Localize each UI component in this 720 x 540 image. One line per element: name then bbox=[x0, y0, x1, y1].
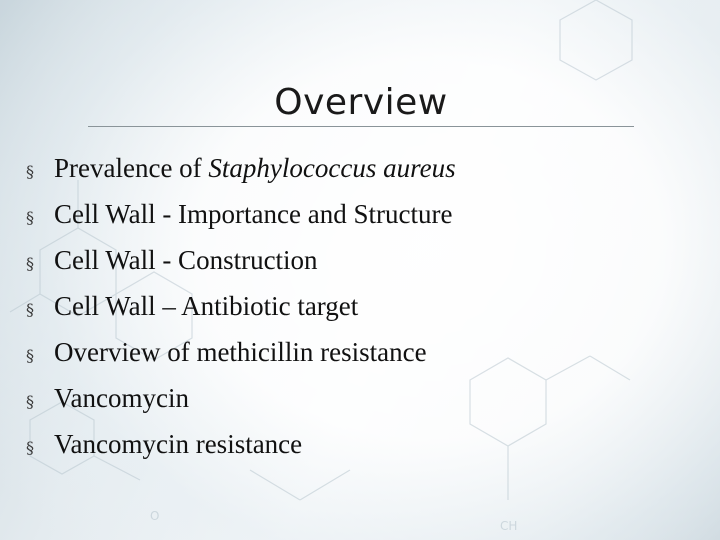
slide-title-container bbox=[88, 80, 634, 128]
bullet-text: Vancomycin resistance bbox=[54, 429, 303, 459]
bullet-marker: § bbox=[26, 254, 34, 273]
bullet-marker: § bbox=[26, 300, 34, 319]
bullet-item bbox=[24, 291, 704, 337]
bullet-text: Overview of methicillin resistance bbox=[54, 337, 427, 367]
svg-text:O: O bbox=[150, 509, 160, 523]
bullet-item bbox=[24, 429, 704, 475]
bullet-marker: § bbox=[26, 438, 34, 457]
bullet-text: Cell Wall - Construction bbox=[54, 245, 318, 275]
bullet-marker: § bbox=[26, 162, 34, 181]
svg-text:CH: CH bbox=[500, 519, 518, 533]
bullet-item bbox=[24, 383, 704, 429]
bullet-marker: § bbox=[26, 346, 34, 365]
bullet-item bbox=[24, 337, 704, 383]
bullet-text: Vancomycin bbox=[54, 383, 189, 413]
bullet-text: Cell Wall - Importance and Structure bbox=[54, 199, 453, 229]
bullet-item bbox=[24, 153, 704, 199]
bullet-text-italic: Staphylococcus aureus bbox=[208, 153, 456, 183]
title-underline bbox=[88, 126, 634, 127]
bullet-text bbox=[54, 153, 456, 184]
slide-title: Overview bbox=[274, 82, 448, 123]
bullet-text-plain: Prevalence of bbox=[54, 153, 209, 183]
bullet-item bbox=[24, 245, 704, 291]
bullet-text: Cell Wall – Antibiotic target bbox=[54, 291, 359, 321]
bullet-marker: § bbox=[26, 208, 34, 227]
bullet-list bbox=[24, 153, 704, 475]
bullet-item bbox=[24, 199, 704, 245]
bullet-marker: § bbox=[26, 392, 34, 411]
